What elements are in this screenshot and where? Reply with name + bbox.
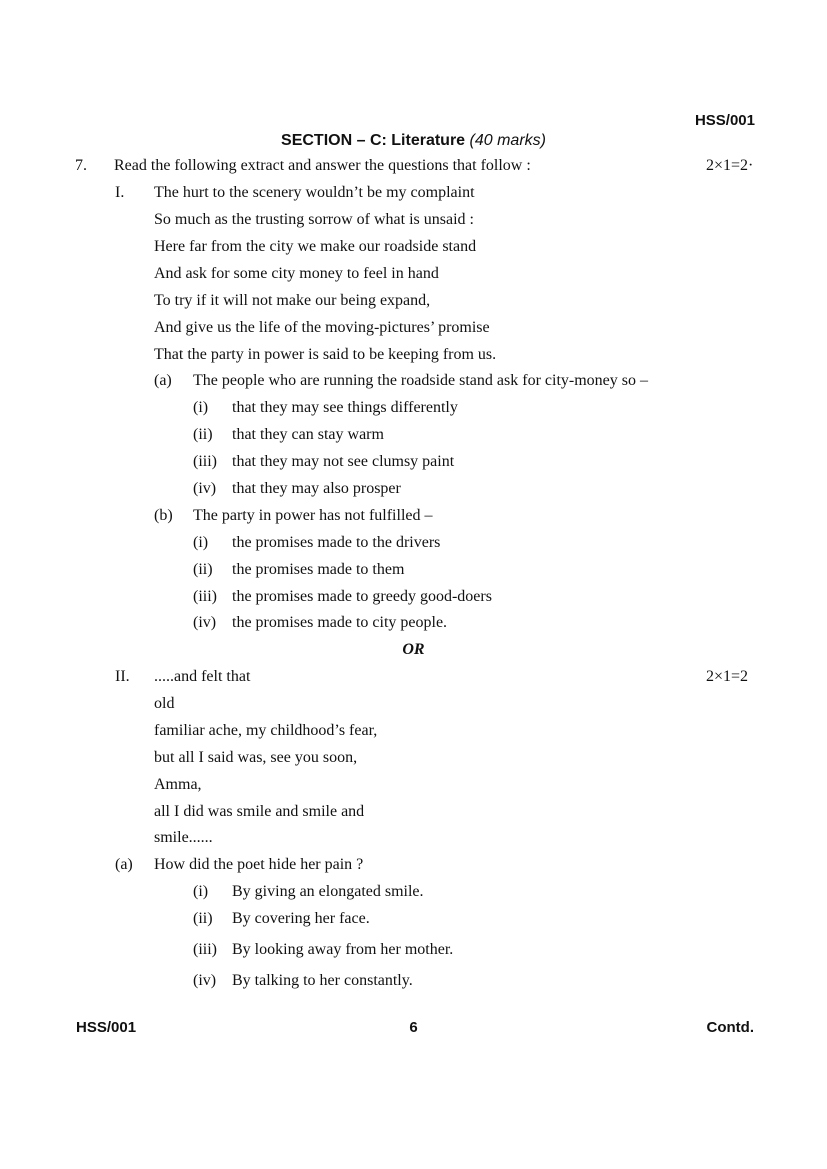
poem-line: smile...... [154,829,213,846]
subq-label: (a) [154,372,172,389]
option-label: (iii) [193,453,217,470]
poem-line: Amma, [154,776,202,793]
poem-line: So much as the trusting sorrow of what is unsaid : [154,211,474,228]
option-label: (ii) [193,426,213,443]
option-text: the promises made to them [232,561,405,578]
part2-marks: 2×1=2 [706,668,749,685]
poem-line: but all I said was, see you soon, [154,749,358,766]
option-text: the promises made to greedy good-doers [232,588,492,605]
option-text: By talking to her constantly. [232,972,413,989]
poem-line: familiar ache, my childhood’s fear, [154,722,378,739]
question-number: 7. [75,157,87,174]
subq-stem: How did the poet hide her pain ? [154,856,364,873]
poem-line: To try if it will not make our being expand, [154,292,431,309]
subq-label: (b) [154,507,173,524]
option-text: that they can stay warm [232,426,384,443]
question-marks: 2×1=2· [706,157,754,174]
poem-line: That the party in power is said to be keeping from us. [154,346,497,363]
option-label: (iv) [193,972,217,989]
section-title-text: SECTION – C: Literature [281,132,466,149]
section-marks: (40 marks) [469,132,546,149]
option-label: (i) [193,883,209,900]
option-text: that they may not see clumsy paint [232,453,455,470]
poem-line: all I did was smile and smile and [154,803,365,820]
option-text: By covering her face. [232,910,370,927]
footer-contd: Contd. [706,1019,754,1036]
subq-stem: The party in power has not fulfilled – [193,507,433,524]
poem-line: old [154,695,175,712]
option-label: (iii) [193,941,217,958]
subq-label: (a) [115,856,133,873]
option-label: (iv) [193,480,217,497]
option-text: By giving an elongated smile. [232,883,424,900]
poem-line: And give us the life of the moving-pictures’ promise [154,319,490,336]
option-text: that they may also prosper [232,480,401,497]
poem-line: Here far from the city we make our roadside stand [154,238,477,255]
part1-label: I. [115,184,125,201]
question-instruction: Read the following extract and answer the questions that follow : [114,157,531,174]
or-divider: OR [402,641,425,658]
header-code: HSS/001 [694,112,755,129]
option-label: (iv) [193,614,217,631]
footer-code: HSS/001 [76,1019,137,1036]
option-text: the promises made to city people. [232,614,448,631]
poem-line: .....and felt that [154,668,251,685]
option-label: (ii) [193,561,213,578]
poem-line: And ask for some city money to feel in hand [154,265,439,282]
footer-page-number: 6 [409,1019,418,1036]
option-label: (iii) [193,588,217,605]
option-label: (i) [193,399,209,416]
option-label: (ii) [193,910,213,927]
option-label: (i) [193,534,209,551]
option-text: By looking away from her mother. [232,941,454,958]
section-title [0,133,827,149]
part2-label: II. [115,668,130,685]
poem-line: The hurt to the scenery wouldn’t be my complaint [154,184,475,201]
subq-stem: The people who are running the roadside stand ask for city-money so – [193,372,648,389]
option-text: the promises made to the drivers [232,534,441,551]
option-text: that they may see things differently [232,399,458,416]
